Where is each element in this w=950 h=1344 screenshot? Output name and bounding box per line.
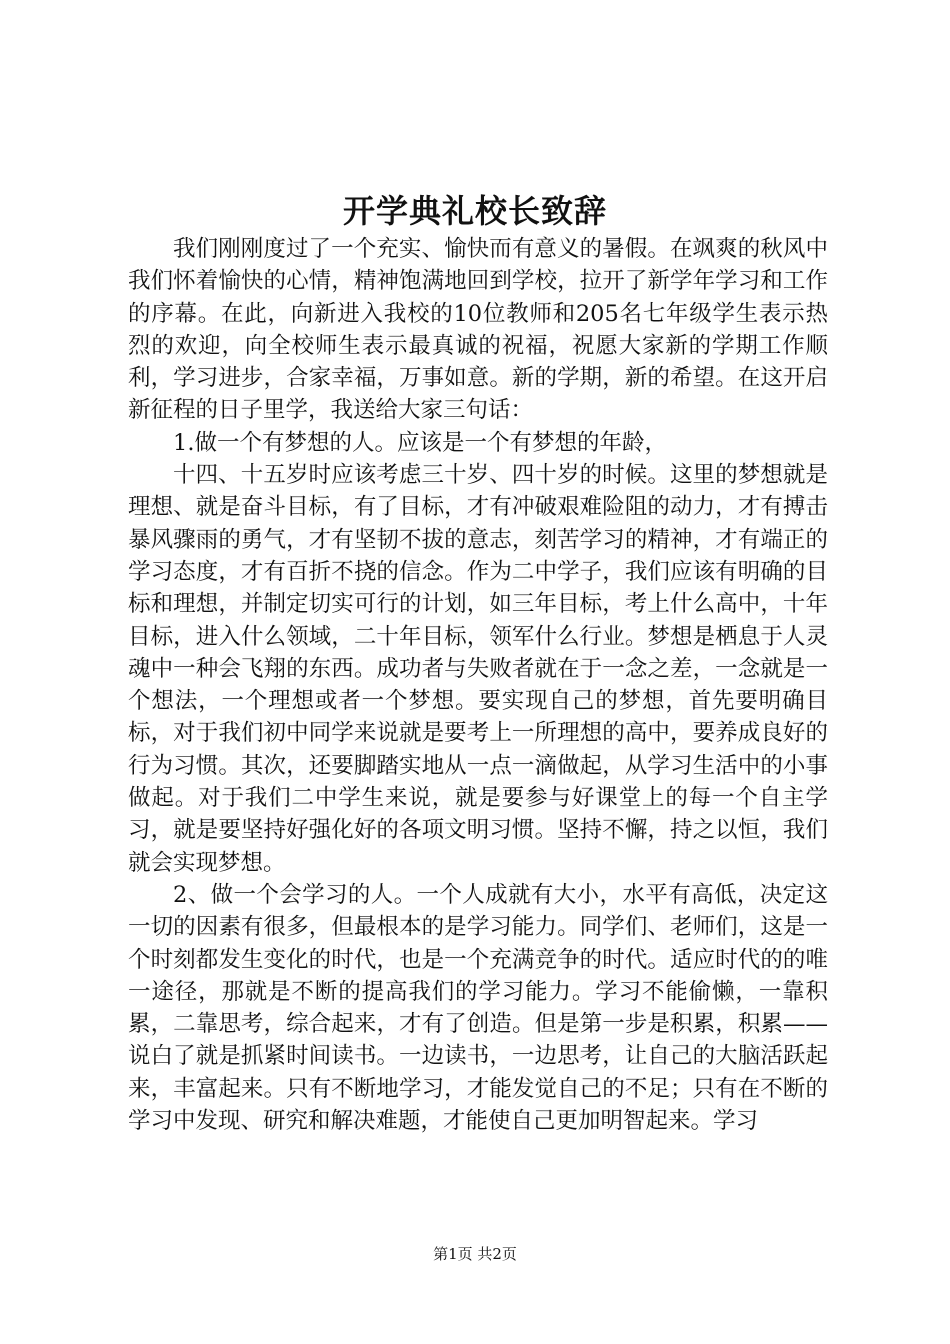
paragraph-point-1-body: 十四、十五岁时应该考虑三十岁、四十岁的时候。这里的梦想就是理想、就是奋斗目标，有了目标，才有冲破艰难险阻的动力，才有搏击暴风骤雨的勇气，才有坚韧不拔的意志，刻苦学习的精神，才有端正的学习态度，才有百折不挠的信念。作为二中学子，我们应该有明确的目标和理想，并制定切实可行的计划，如三年目标，考上什么高中，十年目标，进入什么领域，二十年目标，领军什么行业。梦想是栖息于人灵魂中一种会飞翔的东西。成功者与失败者就在于一念之差，一念就是一个想法，一个理想或者一个梦想。要实现自己的梦想，首先要明确目标，对于我们初中同学来说就是要考上一所理想的高中，要养成良好的行为习惯。其次，还要脚踏实地从一点一滴做起，从学习生活中的小事做起。对于我们二中学生来说，就是要参与好课堂上的每一个自主学习，就是要坚持好强化好的各项文明习惯。坚持不懈，持之以恒，我们就会实现梦想。 <box>128 462 828 876</box>
document-title: 开学典礼校长致辞 <box>342 192 607 230</box>
paragraph-point-2: 2、做一个会学习的人。一个人成就有大小，水平有高低，决定这一切的因素有很多，但最根本的是学习能力。同学们、老师们，这是一个时刻都发生变化的时代，也是一个充满竞争的时代。适应时代的的唯一途径，那就是不断的提高我们的学习能力。学习不能偷懒，一靠积累，二靠思考，综合起来，才有了创造。但是第一步是积累，积累——说白了就是抓紧时间读书。一边读书，一边思考，让自己的大脑活跃起来，丰富起来。只有不断地学习，才能发觉自己的不足；只有在不断的学习中发现、研究和解决难题，才能使自己更加明智起来。学习 <box>128 881 828 1135</box>
paragraph-point-1-heading: 1.做一个有梦想的人。应该是一个有梦想的年龄， <box>173 429 667 456</box>
document-body <box>128 233 828 1137</box>
page-number-footer: 第1页 共2页 <box>433 1245 517 1263</box>
paragraph-intro: 我们刚刚度过了一个充实、愉快而有意义的暑假。在飒爽的秋风中我们怀着愉快的心情，精神饱满地回到学校，拉开了新学年学习和工作的序幕。在此，向新进入我校的10位教师和205名七年级学生表示热烈的欢迎，向全校师生表示最真诚的祝福，祝愿大家新的学期工作顺利，学习进步，合家幸福，万事如意。新的学期，新的希望。在这开启新征程的日子里学，我送给大家三句话： <box>128 236 828 424</box>
